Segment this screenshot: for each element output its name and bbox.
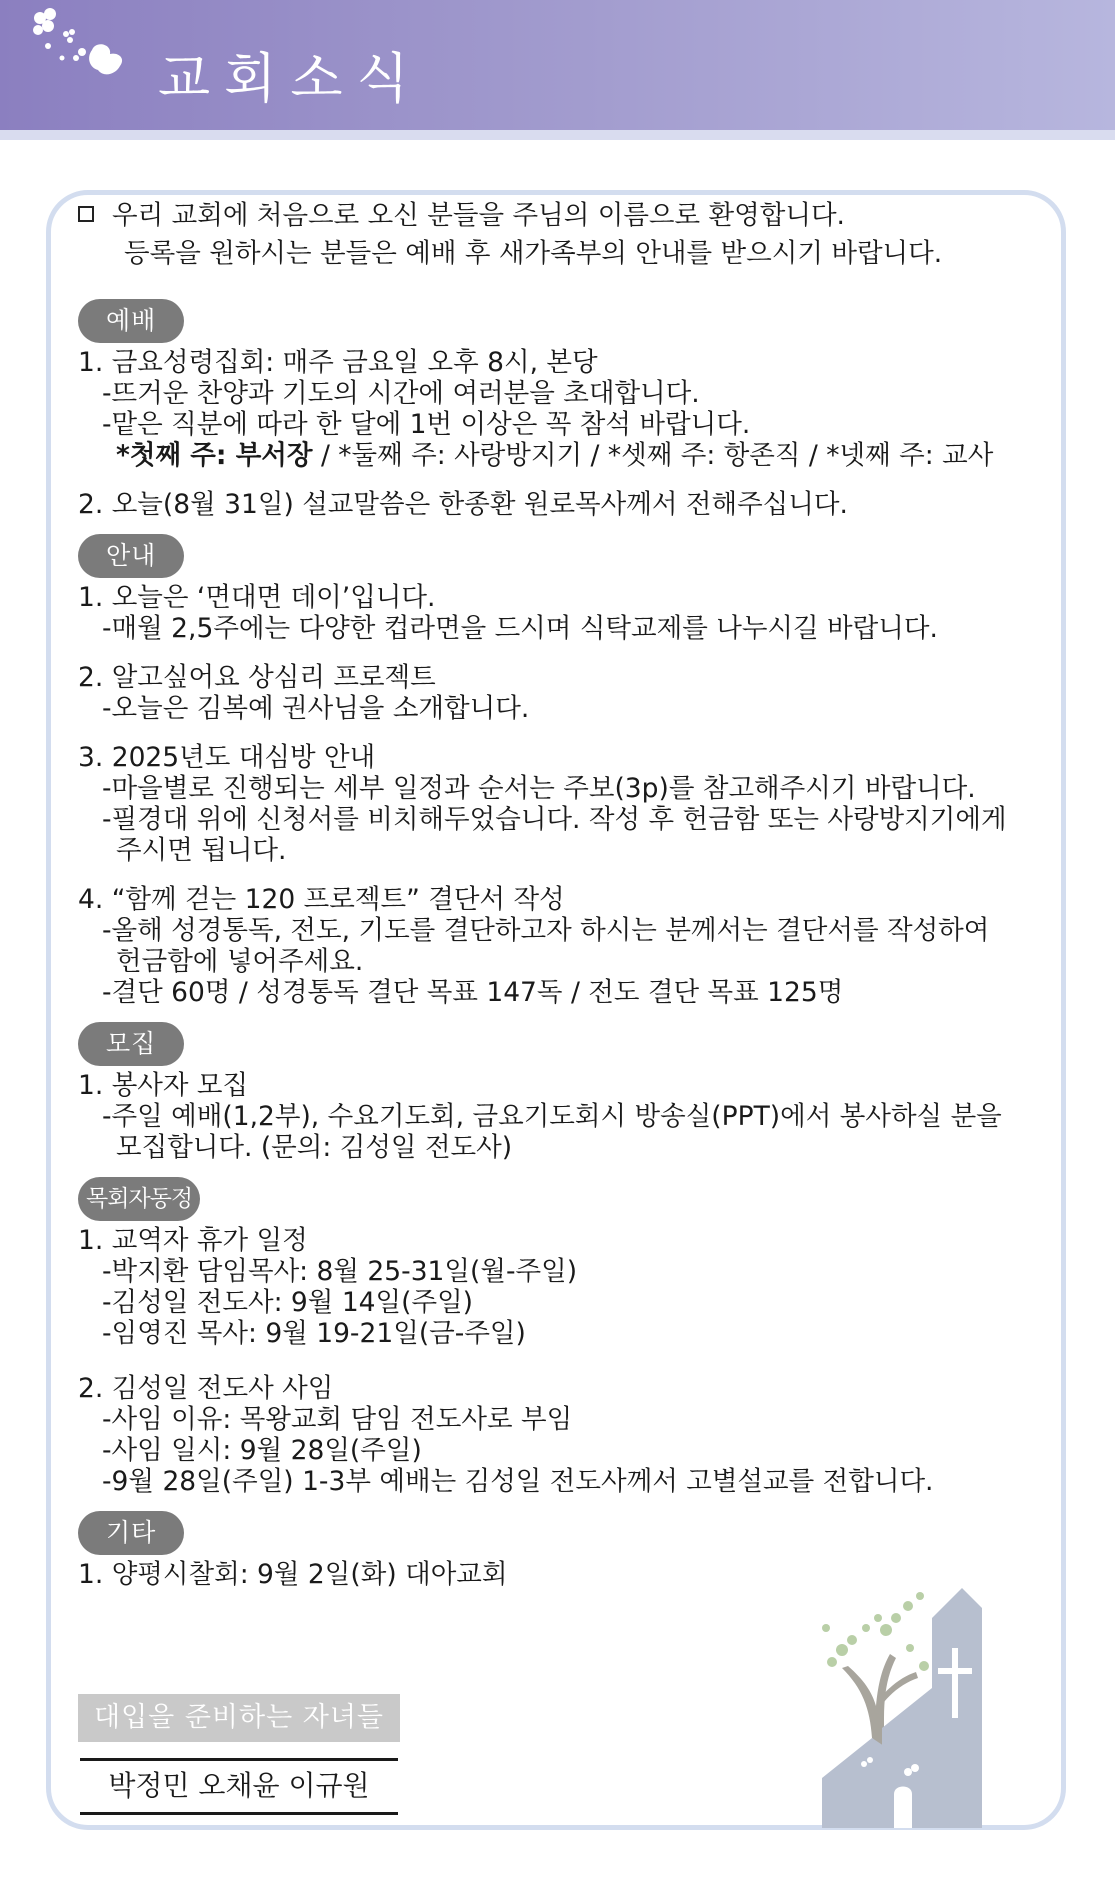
item-detail: -주일 예배(1,2부), 수요기도회, 금요기도회시 방송실(PPT)에서 봉사하실 분을 xyxy=(102,1101,1002,1132)
section-pastor-news xyxy=(78,1177,1048,1497)
item-detail: -맡은 직분에 따라 한 달에 1번 이상은 꼭 참석 바랍니다. xyxy=(102,409,751,440)
list-item xyxy=(78,1559,1048,1590)
item-title: 2. 알고싶어요 상심리 프로젝트 xyxy=(78,662,436,693)
item-title: 1. 오늘은 ‘면대면 데이’입니다. xyxy=(78,582,436,613)
item-title: 1. 금요성령집회: 매주 금요일 오후 8시, 본당 xyxy=(78,347,598,378)
divider xyxy=(80,1812,398,1815)
list-item xyxy=(78,742,1048,866)
section-label-pastor-news: 목회자동정 xyxy=(78,1177,200,1221)
registration-line: 등록을 원하시는 분들은 예배 후 새가족부의 안내를 받으시기 바랍니다. xyxy=(124,238,943,269)
list-item xyxy=(78,1373,1048,1497)
item-title: 1. 봉사자 모집 xyxy=(78,1070,249,1101)
list-item xyxy=(78,347,1048,471)
section-notice xyxy=(78,534,1048,1008)
section-label-worship: 예배 xyxy=(78,299,184,343)
highlight-text: *첫째 주: 부서장 xyxy=(116,440,313,471)
item-detail: -사임 이유: 목왕교회 담임 전도사로 부임 xyxy=(102,1404,573,1435)
list-item xyxy=(78,1070,1048,1163)
section-label-recruit: 모집 xyxy=(78,1022,184,1066)
section-etc xyxy=(78,1511,1048,1590)
item-detail: -김성일 전도사: 9월 14일(주일) xyxy=(102,1287,474,1318)
schedule-text: / *둘째 주: 사랑방지기 / *셋째 주: 항존직 / *넷째 주: 교사 xyxy=(312,440,994,471)
item-detail: -오늘은 김복예 권사님을 소개합니다. xyxy=(102,693,530,724)
item-title: 3. 2025년도 대심방 안내 xyxy=(78,742,376,773)
item-title: 1. 교역자 휴가 일정 xyxy=(78,1225,308,1256)
item-detail: -박지환 담임목사: 8월 25-31일(월-주일) xyxy=(102,1256,578,1287)
students-names: 박정민 오채윤 이규원 xyxy=(108,1769,370,1802)
item-detail: -9월 28일(주일) 1-3부 예배는 김성일 전도사께서 고별설교를 전합니다. xyxy=(102,1466,934,1497)
item-detail: 헌금함에 넣어주세요. xyxy=(116,946,364,977)
news-content xyxy=(78,200,1048,1600)
item-title: 2. 김성일 전도사 사임 xyxy=(78,1373,334,1404)
page-title: 교회소식 xyxy=(158,47,423,110)
item-detail: 모집합니다. (문의: 김성일 전도사) xyxy=(116,1132,513,1163)
item-detail: 주시면 됩니다. xyxy=(116,835,287,866)
item-detail: -사임 일시: 9월 28일(주일) xyxy=(102,1435,422,1466)
students-label: 대입을 준비하는 자녀들 xyxy=(78,1694,400,1742)
list-item xyxy=(78,884,1048,1008)
header-banner xyxy=(0,0,1115,130)
item-detail: -결단 60명 / 성경통독 결단 목표 147독 / 전도 결단 목표 125명 xyxy=(102,977,844,1008)
list-item xyxy=(78,1225,1048,1349)
section-worship xyxy=(78,299,1048,520)
church-tree-illustration-icon xyxy=(812,1588,1012,1828)
item-detail: -마을별로 진행되는 세부 일정과 순서는 주보(3p)를 참고해주시기 바랍니다. xyxy=(102,773,976,804)
item-detail: -임영진 목사: 9월 19-21일(금-주일) xyxy=(102,1318,526,1349)
header-divider xyxy=(0,130,1115,140)
item-detail: -매월 2,5주에는 다양한 컵라면을 드시며 식탁교제를 나누시길 바랍니다. xyxy=(102,613,938,644)
item-detail: -필경대 위에 신청서를 비치해두었습니다. 작성 후 헌금함 또는 사랑방지기에게 xyxy=(102,804,1007,835)
item-title: 2. 오늘(8월 31일) 설교말씀은 한종환 원로목사께서 전해주십니다. xyxy=(78,489,848,520)
welcome-message xyxy=(78,200,1048,269)
item-title: 1. 양평시찰회: 9월 2일(화) 대아교회 xyxy=(78,1559,508,1590)
section-label-notice: 안내 xyxy=(78,534,184,578)
item-detail: -뜨거운 찬양과 기도의 시간에 여러분을 초대합니다. xyxy=(102,378,700,409)
section-label-etc: 기타 xyxy=(78,1511,184,1555)
item-title: 4. “함께 걷는 120 프로젝트” 결단서 작성 xyxy=(78,884,565,915)
checkbox-bullet-icon xyxy=(78,206,94,222)
divider xyxy=(80,1758,398,1761)
item-detail xyxy=(78,440,1048,471)
flower-decoration-icon xyxy=(26,4,156,94)
welcome-line: 우리 교회에 처음으로 오신 분들을 주님의 이름으로 환영합니다. xyxy=(112,200,845,231)
item-detail: -올해 성경통독, 전도, 기도를 결단하고자 하시는 분께서는 결단서를 작성하여 xyxy=(102,915,990,946)
list-item xyxy=(78,662,1048,724)
section-recruit xyxy=(78,1022,1048,1163)
list-item xyxy=(78,489,1048,520)
list-item xyxy=(78,582,1048,644)
